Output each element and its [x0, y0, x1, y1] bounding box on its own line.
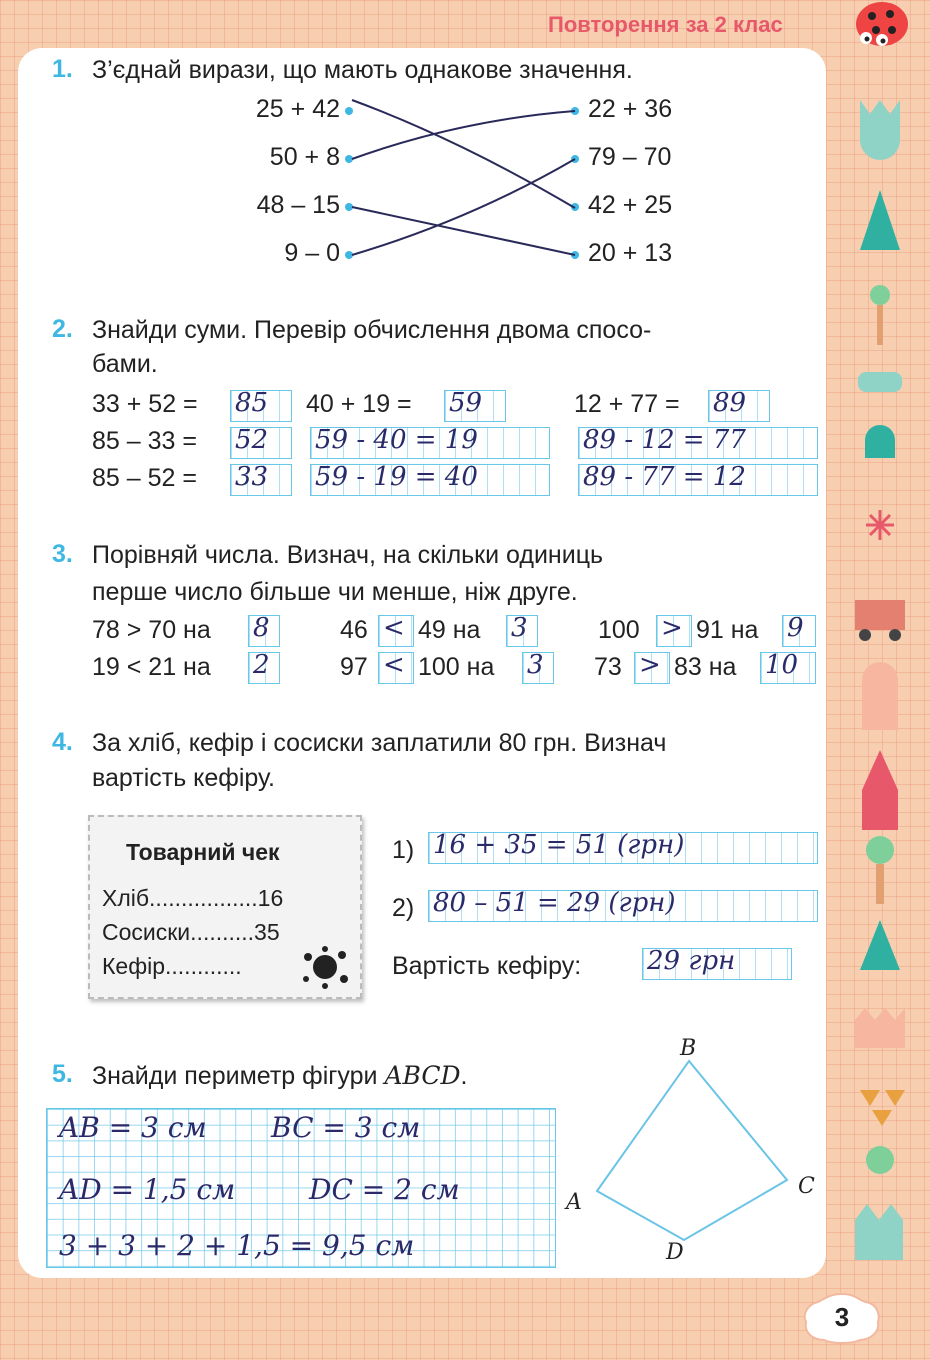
task3-answer-box[interactable] [248, 615, 280, 647]
decorative-side-strip [840, 90, 920, 1300]
task3-number-b: 83 на [674, 653, 737, 681]
task1-left-expr: 48 – 15 [256, 191, 340, 219]
task3-number-a: 46 [340, 616, 368, 644]
task3-answer: 9 [787, 613, 804, 643]
task3-sign-box[interactable] [378, 615, 414, 647]
task4-number: 4. [52, 728, 73, 756]
task2-answer-box[interactable] [230, 464, 292, 496]
task3-answer-box[interactable] [522, 652, 554, 684]
receipt-item: Сосиски..........35 [102, 919, 280, 945]
task4-text-line2: вартість кефіру. [92, 764, 275, 792]
task1-connector-dot[interactable] [345, 203, 353, 211]
task2-answer: 59 [449, 388, 483, 418]
task2-answer-box[interactable] [230, 427, 292, 459]
task2-expression: 40 + 19 = [306, 390, 412, 418]
task2-expression: 85 – 33 = [92, 427, 197, 455]
task5-number: 5. [52, 1060, 73, 1088]
receipt-item: Хліб.................16 [102, 885, 284, 911]
task3-number-b: 100 на [418, 653, 495, 681]
task3-answer: 8 [253, 613, 270, 643]
task1-connector-dot[interactable] [571, 155, 579, 163]
task5-text-prefix: Знайди периметр фігури [92, 1062, 378, 1090]
task4-result-label: Вартість кефіру: [392, 952, 582, 980]
task1-number: 1. [52, 55, 73, 83]
task2-check-box[interactable] [578, 427, 818, 459]
task1-connector-dot[interactable] [571, 107, 579, 115]
task3-sign-box[interactable] [634, 652, 670, 684]
task1-connector-dot[interactable] [345, 155, 353, 163]
task1-left-expr: 9 – 0 [284, 239, 340, 267]
task2-answer-box[interactable] [708, 390, 770, 422]
task4-text-line1: За хліб, кефір і сосиски заплатили 80 грн. Визнач [92, 729, 667, 757]
receipt-title: Товарний чек [126, 839, 280, 865]
task4-step-label: 2) [392, 894, 415, 922]
task3-sign: < [383, 650, 405, 680]
task5-figure-name: ABCD [384, 1061, 461, 1090]
task5-grid[interactable] [46, 1108, 556, 1268]
task2-answer-box[interactable] [230, 390, 292, 422]
task2-text-line2: бами. [92, 350, 158, 378]
task2-check-box[interactable] [310, 427, 550, 459]
vertex-label-c: C [798, 1174, 815, 1199]
task2-answer: 33 [235, 462, 269, 492]
task3-answer: 10 [765, 650, 799, 680]
task2-check: 89 - 77 = 12 [583, 462, 746, 492]
task3-sign-box[interactable] [656, 615, 692, 647]
task3-answer: 3 [527, 650, 544, 680]
task3-number-a: 100 [598, 616, 640, 644]
task1-connector-dot[interactable] [345, 251, 353, 259]
task2-check: 89 - 12 = 77 [583, 425, 746, 455]
vertex-label-d: D [666, 1240, 684, 1265]
task3-number-b: 49 на [418, 616, 481, 644]
task5-line: AD = 1,5 см [59, 1173, 236, 1206]
task3-answer-box[interactable] [760, 652, 816, 684]
task2-check: 59 - 40 = 19 [315, 425, 478, 455]
page-header-title: Повторення за 2 клас [548, 12, 783, 37]
quadrilateral-abcd [560, 1030, 830, 1270]
task2-check-box[interactable] [578, 464, 818, 496]
task3-comparison: 19 < 21 на [92, 653, 211, 681]
receipt-item: Кефір............ [102, 953, 242, 979]
task1-text: З’єднай вирази, що мають однакове значення. [92, 56, 633, 84]
task3-number: 3. [52, 540, 73, 568]
task3-sign: < [383, 613, 405, 643]
task3-text-line1: Порівняй числа. Визнач, на скільки одиниць [92, 541, 604, 569]
task1-connector-dot[interactable] [345, 107, 353, 115]
page-number: 3 [834, 1302, 850, 1332]
task4-step: 16 + 35 = 51 (грн) [433, 830, 685, 860]
task1-right-expr: 22 + 36 [588, 95, 673, 123]
task4-step-box[interactable] [428, 890, 818, 922]
task1-right-expr: 20 + 13 [588, 239, 673, 267]
task4-step-label: 1) [392, 836, 415, 864]
task2-number: 2. [52, 315, 73, 343]
task1-right-expr: 42 + 25 [588, 191, 673, 219]
task1-left-expr: 50 + 8 [269, 143, 340, 171]
task4-step-box[interactable] [428, 832, 818, 864]
task3-answer: 3 [511, 613, 528, 643]
task2-answer: 52 [235, 425, 269, 455]
task2-check-box[interactable] [310, 464, 550, 496]
vertex-label-b: B [680, 1036, 697, 1061]
task4-result-box[interactable] [642, 948, 792, 980]
task5-line: 3 + 3 + 2 + 1,5 = 9,5 см [59, 1229, 415, 1262]
ink-blot-icon [300, 945, 350, 989]
task2-answer: 89 [713, 388, 747, 418]
task2-check: 59 - 19 = 40 [315, 462, 478, 492]
task5-text-suffix: . [460, 1062, 468, 1090]
task3-answer-box[interactable] [506, 615, 538, 647]
task1-connector-dot[interactable] [571, 203, 579, 211]
task3-answer-box[interactable] [782, 615, 816, 647]
task1-left-expr: 25 + 42 [255, 95, 340, 123]
task3-comparison: 78 > 70 на [92, 616, 211, 644]
task3-sign-box[interactable] [378, 652, 414, 684]
ladybug-icon [842, 0, 920, 48]
receipt [88, 815, 362, 999]
task2-expression: 85 – 52 = [92, 464, 197, 492]
task4-step: 80 – 51 = 29 (грн) [433, 888, 676, 918]
task1-right-expr: 79 – 70 [588, 143, 672, 171]
task3-text-line2: перше число більше чи менше, ніж друге. [92, 578, 578, 606]
task5-line: AB = 3 см [59, 1111, 207, 1144]
task3-sign: > [639, 650, 661, 680]
task2-answer-box[interactable] [444, 390, 506, 422]
task2-expression: 12 + 77 = [574, 390, 680, 418]
task2-answer: 85 [235, 388, 269, 418]
task4-result: 29 грн [647, 946, 736, 976]
task5-line: DC = 2 см [309, 1173, 460, 1206]
task5-text [92, 1061, 467, 1091]
task3-number-a: 97 [340, 653, 368, 681]
task2-text-line1: Знайди суми. Перевір обчислення двома спосо- [92, 316, 652, 344]
task3-answer-box[interactable] [248, 652, 280, 684]
task5-line: BC = 3 см [271, 1111, 421, 1144]
task3-number-a: 73 [594, 653, 622, 681]
task3-answer: 2 [253, 650, 270, 680]
vertex-label-a: A [566, 1190, 582, 1215]
task3-number-b: 91 на [696, 616, 759, 644]
task2-expression: 33 + 52 = [92, 390, 198, 418]
task1-connector-dot[interactable] [571, 251, 579, 259]
task3-sign: > [661, 613, 683, 643]
